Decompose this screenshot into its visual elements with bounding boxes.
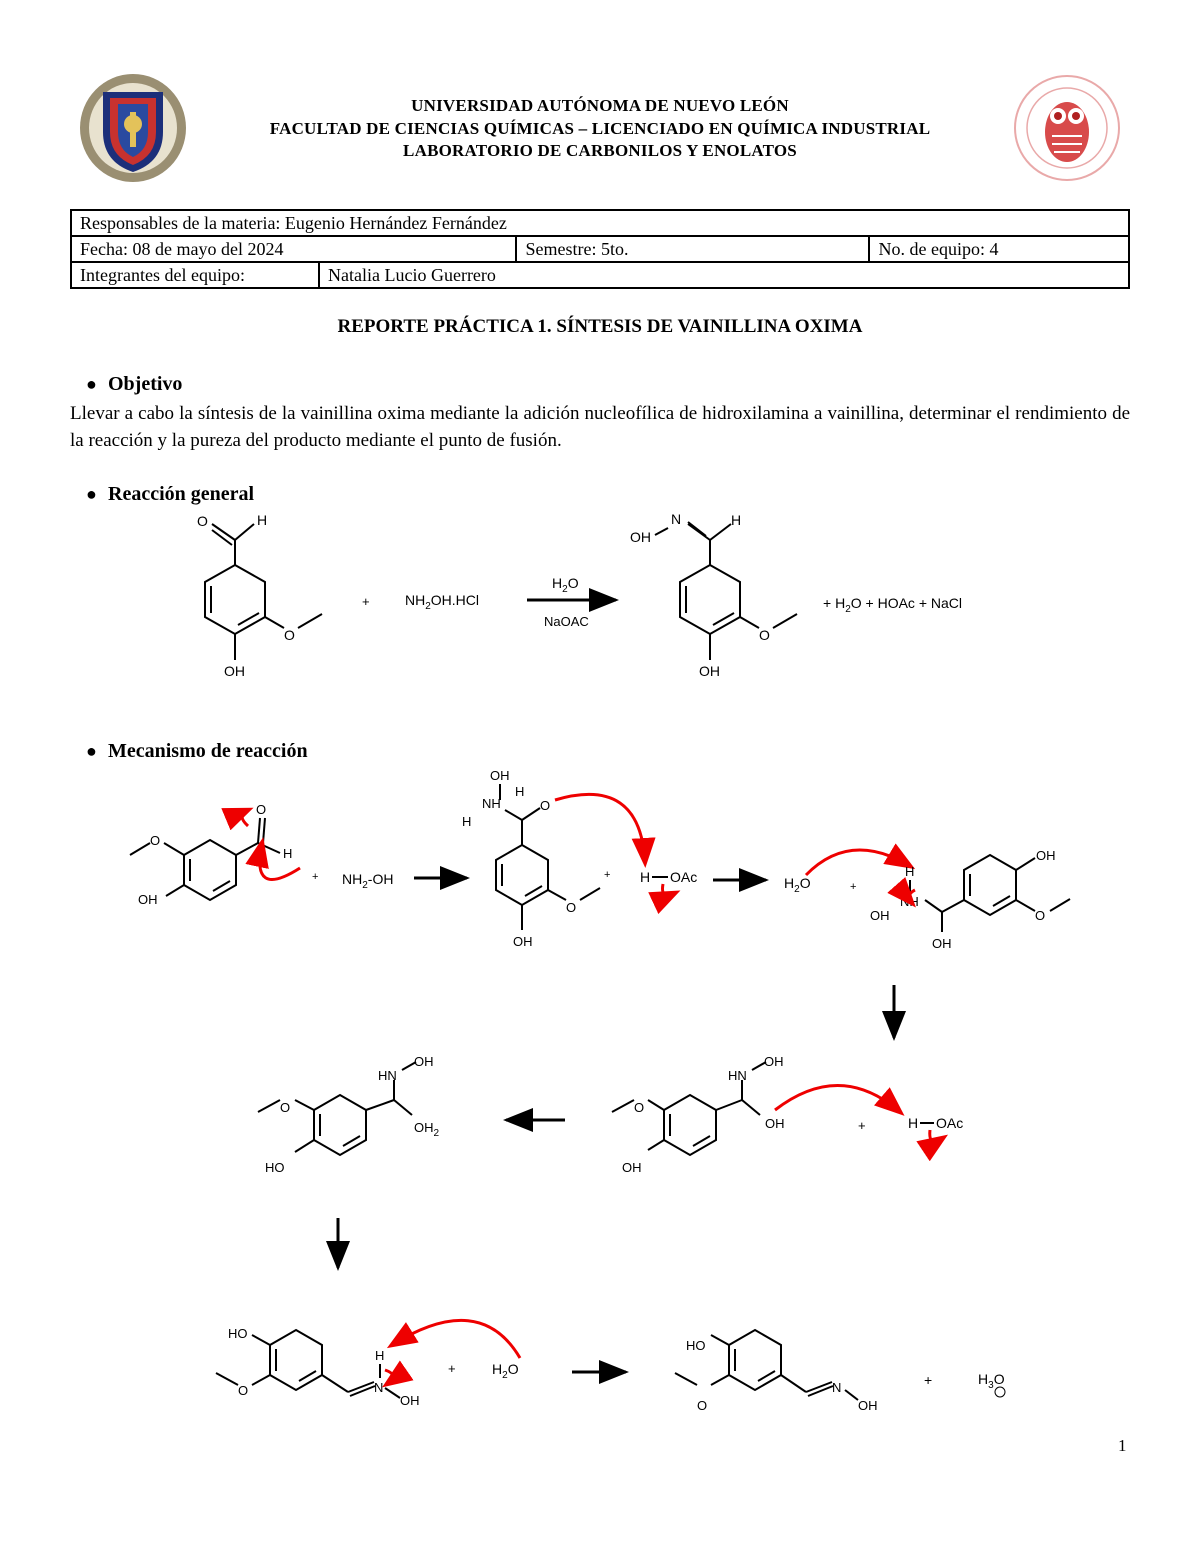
svg-text:N: N <box>374 1380 384 1395</box>
general-reaction-scheme <box>0 505 1200 685</box>
svg-text:O: O <box>697 1398 708 1413</box>
integrantes-cell: Natalia Lucio Guerrero <box>319 262 1129 288</box>
svg-text:O: O <box>284 627 295 643</box>
svg-text:O: O <box>540 798 551 813</box>
page-number: 1 <box>1118 1436 1127 1455</box>
svg-text:OH: OH <box>630 529 651 545</box>
acetate-label: OAc <box>670 869 698 885</box>
svg-text:HN: HN <box>378 1068 397 1083</box>
report-title: REPORTE PRÁCTICA 1. SÍNTESIS DE VAINILLINA OXIMA <box>337 316 863 337</box>
svg-text:+: + <box>924 1372 933 1388</box>
hydronium-label: $H_3O$ <box>978 1371 1005 1391</box>
svg-text:N: N <box>832 1380 842 1395</box>
svg-text:H: H <box>908 1115 919 1131</box>
svg-text:H: H <box>515 784 525 799</box>
svg-text:O: O <box>280 1100 291 1115</box>
header-line-3: LABORATORIO DE CARBONILOS Y ENOLATOS <box>403 141 797 160</box>
water-label: $H_2O$ <box>784 875 811 895</box>
svg-text:H: H <box>375 1348 385 1363</box>
svg-text:H: H <box>283 846 293 861</box>
svg-text:OH: OH <box>414 1054 434 1069</box>
svg-text:HO: HO <box>265 1160 285 1175</box>
reaccion-heading: ● Reacción general <box>86 483 255 505</box>
svg-text:H: H <box>640 869 651 885</box>
vanillin-oxime-structure <box>655 522 797 660</box>
objetivo-text: Llevar a cabo la síntesis de la vainillina oxima mediante la adición nucleofílica de hidroxilamina a vainillina, determinar el rendimiento de la reacción y la pureza del producto mediante el punto de fusión. <box>70 403 1130 451</box>
svg-text:+: + <box>604 869 611 881</box>
svg-text:+: + <box>448 1361 456 1376</box>
svg-text:OH: OH <box>490 768 510 783</box>
svg-text:O: O <box>566 900 577 915</box>
svg-text:O: O <box>256 802 267 817</box>
svg-text:HO: HO <box>228 1326 248 1341</box>
mechanism-scheme <box>0 760 1200 1430</box>
svg-text:+: + <box>312 871 319 883</box>
svg-text:H2O: $H_2O$ <box>552 575 579 595</box>
svg-text:H2O: $H_2O$ <box>492 1361 519 1381</box>
svg-text:OH: OH <box>622 1160 642 1175</box>
svg-text:NH: NH <box>482 796 501 811</box>
header-line-1: UNIVERSIDAD AUTÓNOMA DE NUEVO LEÓN <box>411 96 789 115</box>
fcq-owl-seal-logo <box>1010 72 1125 184</box>
equipo-cell: No. de equipo: 4 <box>869 236 1129 262</box>
svg-text:OH: OH <box>699 663 720 679</box>
objetivo-heading: ● Objetivo <box>86 373 183 395</box>
reagent-label: $NH_2OH.HCl$ <box>405 592 480 612</box>
bullet-icon: ● <box>86 484 97 504</box>
svg-text:O: O <box>238 1383 249 1398</box>
byproducts-label: + $H_2O$ + HOAc + NaCl <box>823 595 963 615</box>
svg-text:OH2: $OH_2$ <box>414 1120 440 1139</box>
mecanismo-heading: ● Mecanismo de reacción <box>86 740 308 762</box>
svg-text:O: O <box>197 513 208 529</box>
svg-text:NaOAC: NaOAC <box>544 614 589 629</box>
semestre-cell: Semestre: 5to. <box>516 236 869 262</box>
bullet-icon: ● <box>86 741 97 761</box>
svg-text:O: O <box>1035 908 1046 923</box>
svg-text:OH: OH <box>400 1393 420 1408</box>
svg-text:+: + <box>858 1118 866 1133</box>
svg-text:H: H <box>731 512 742 528</box>
responsables-cell: Responsables de la materia: Eugenio Hernández Fernández <box>71 210 1129 236</box>
svg-text:OH: OH <box>858 1398 878 1413</box>
svg-text:OH: OH <box>138 892 158 907</box>
info-table <box>70 209 1130 289</box>
svg-text:OH: OH <box>764 1054 784 1069</box>
svg-text:OH: OH <box>224 663 245 679</box>
integrantes-label-cell: Integrantes del equipo: <box>71 262 319 288</box>
svg-text:OH: OH <box>513 934 533 949</box>
svg-text:O: O <box>634 1100 645 1115</box>
svg-text:H: H <box>257 512 268 528</box>
fecha-cell: Fecha: 08 de mayo del 2024 <box>71 236 516 262</box>
svg-text:O: O <box>759 627 770 643</box>
svg-text:OAc: OAc <box>936 1115 964 1131</box>
vanillin-structure <box>205 524 322 660</box>
svg-text:OH: OH <box>1036 848 1056 863</box>
svg-text:NH: NH <box>900 894 919 909</box>
svg-text:+: + <box>850 881 857 893</box>
svg-text:+: + <box>362 594 370 609</box>
svg-text:HO: HO <box>686 1338 706 1353</box>
svg-text:H: H <box>462 814 472 829</box>
svg-text:HN: HN <box>728 1068 747 1083</box>
header-line-2: FACULTAD DE CIENCIAS QUÍMICAS – LICENCIADO EN QUÍMICA INDUSTRIAL <box>269 119 931 138</box>
svg-text:N: N <box>671 511 682 527</box>
svg-text:OH: OH <box>870 908 890 923</box>
bullet-icon: ● <box>86 374 97 394</box>
svg-text:OH: OH <box>932 936 952 951</box>
svg-text:OH: OH <box>765 1116 785 1131</box>
uanl-shield-logo <box>78 72 188 184</box>
svg-text:O: O <box>150 833 161 848</box>
svg-text:H: H <box>905 864 915 879</box>
hydroxylamine-label: $NH_2-OH$ <box>342 871 394 891</box>
